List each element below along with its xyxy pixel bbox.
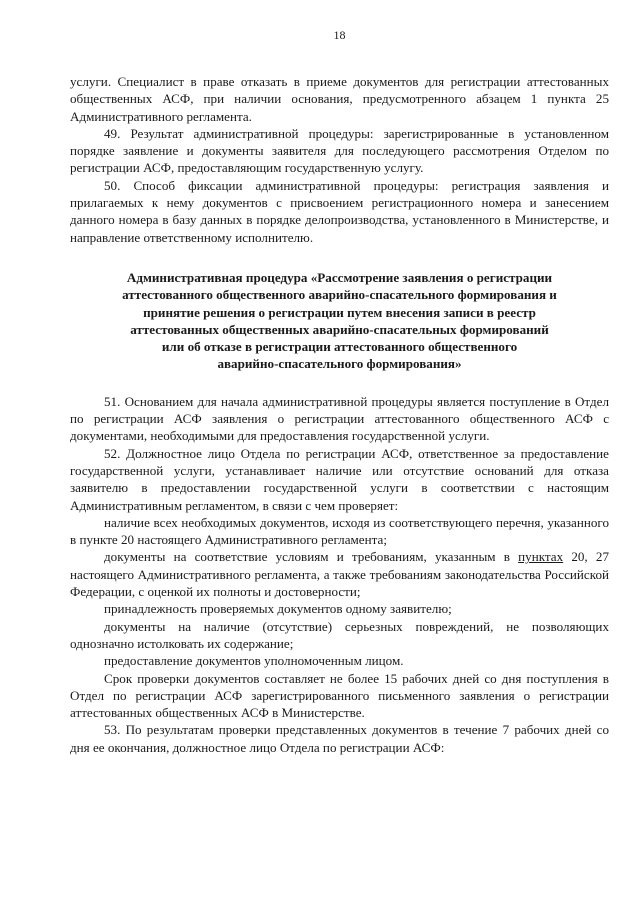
body-section	[70, 393, 609, 756]
paragraph-52: 52. Должностное лицо Отдела по регистрации АСФ, ответственное за предоставление государственной услуги, устанавливает наличие или отсутствие оснований для отказа заявителю в предоставлении государственной услуги в соответствии с настоящим Административным регламентом, в связи с чем проверяет:	[70, 445, 609, 513]
section-heading	[70, 269, 609, 373]
paragraph-53: 53. По результатам проверки представленных документов в течение 7 рабочих дней со дня ее окончания, должностное лицо Отдела по регистрации АСФ:	[70, 722, 609, 755]
paragraph-term: Срок проверки документов составляет не более 15 рабочих дней со дня поступления в Отдел по регистрации АСФ зарегистрированного письменного заявления о регистрации аттестованных общественных АСФ в Министерстве.	[70, 670, 609, 721]
heading-line: принятие решения о регистрации путем внесения записи в реестр	[143, 304, 536, 320]
paragraph-50: 50. Способ фиксации административной процедуры: регистрация заявления и прилагаемых к нему документов с присвоением регистрационного номера и занесением данного номера в базу данных в порядке делопроизводства, установленного в Министерстве, и направление ответственному исполнителю.	[70, 177, 609, 245]
check-item-ownership: принадлежность проверяемых документов одному заявителю;	[104, 601, 452, 617]
check-item-compliance-text: документы на соответствие условиям и требованиям, указанным в	[104, 549, 519, 565]
check-item-compliance	[70, 548, 609, 600]
check-item-authority: предоставление документов уполномоченным лицом.	[104, 653, 404, 669]
paragraph-49: 49. Результат административной процедуры: зарегистрированные в установленном порядке заявление и документы заявителя для последующего рассмотрения Отделом по регистрации АСФ, предоставляющим государственную услугу.	[70, 125, 609, 176]
points-link: пунктах	[518, 549, 564, 565]
check-item-documents: наличие всех необходимых документов, исходя из соответствующего перечня, указанного в пункте 20 настоящего Административного регламента;	[70, 514, 609, 548]
paragraph-continuation: услуги. Специалист в праве отказать в приеме документов для регистрации аттестованных общественных АСФ, при наличии основания, предусмотренного абзацем 1 пункта 25 Административного регламента.	[70, 74, 609, 124]
top-section	[70, 73, 609, 246]
heading-line: Административная процедура «Рассмотрение заявления о регистрации	[126, 269, 553, 285]
heading-line: аттестованных общественных аварийно-спасательных формирований	[130, 321, 549, 337]
heading-line: аварийно-спасательного формирования»	[217, 356, 462, 372]
heading-line: аттестованного общественного аварийно-спасательного формирования и	[122, 287, 557, 303]
heading-line: или об отказе в регистрации аттестованного общественного	[161, 339, 518, 355]
paragraph-51: 51. Основанием для начала административной процедуры является поступление в Отдел по регистрации АСФ заявления о регистрации аттестованного общественного АСФ с документами, необходимыми для предоставления государственной услуги.	[70, 393, 609, 444]
page-number: 18	[333, 28, 346, 42]
check-item-damage: документы на наличие (отсутствие) серьезных повреждений, не позволяющих однозначно истолковать их содержание;	[70, 618, 609, 651]
check-item-compliance-text-end: 20, 27 настоящего Административного регламента, а также требованиям законодательства Российской Федерации, с оценкой их полноты и достоверности;	[70, 549, 609, 600]
